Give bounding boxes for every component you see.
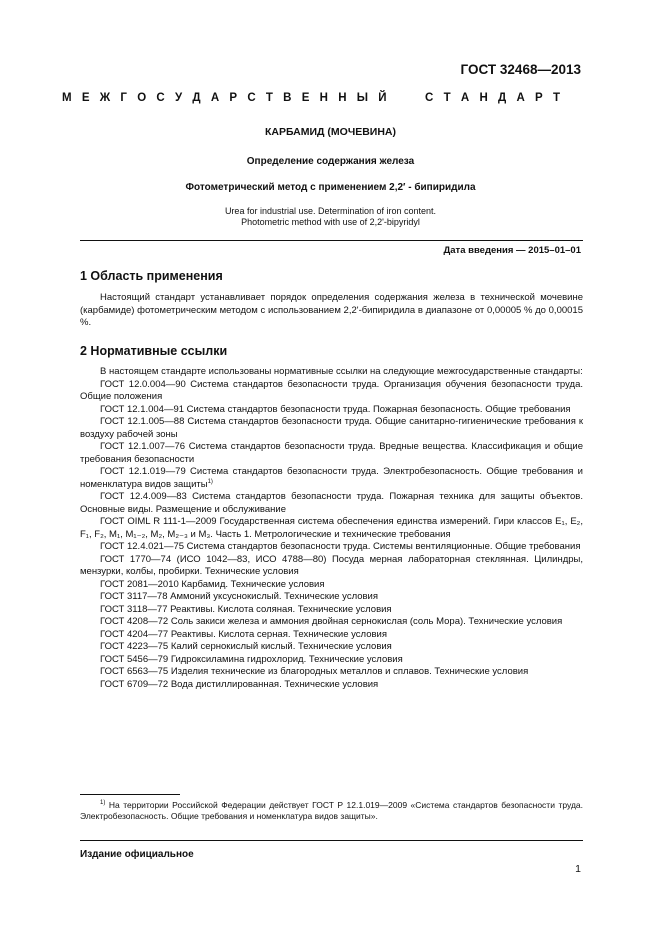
- section-references-heading: 2 Нормативные ссылки: [80, 344, 228, 358]
- banner-letter: Д: [192, 92, 201, 104]
- banner-letter: М: [62, 92, 72, 104]
- reference-item: ГОСТ 2081—2010 Карбамид. Технические условия: [100, 578, 325, 590]
- reference-item: ГОСТ 4208—72 Соль закиси железа и аммония двойная сернокислая (соль Мора). Технические условия: [100, 616, 563, 627]
- banner-letter: А: [210, 92, 220, 104]
- banner-letter: Н: [338, 92, 347, 104]
- footnote-number: 1): [100, 800, 106, 807]
- standard-banner: [62, 92, 560, 104]
- english-title-line-1: Urea for industrial use. Determination of iron content.: [224, 206, 437, 216]
- reference-item: ГОСТ 12.4.021—75 Система стандартов безопасности труда. Системы вентиляционные. Общие требования: [100, 541, 581, 552]
- footnote-text: На территории Российской Федерации действует ГОСТ Р 12.1.019—2009 «Система стандартов безопасности труда. Электробезопасность. Общие требования и номенклатура видов защиты».: [80, 800, 583, 821]
- reference-item: ГОСТ 12.1.005—88 Система стандартов безопасности труда. Общие санитарно-гигиенические требования к воздуху рабочей зоны: [80, 416, 583, 440]
- footnote-marker[interactable]: 1): [207, 478, 213, 485]
- reference-item: ГОСТ 3118—77 Реактивы. Кислота соляная. Технические условия: [100, 603, 392, 615]
- english-title-line-2: Photometric method with use of 2,2'-bipyridyl: [241, 217, 420, 227]
- document-title: КАРБАМИД (МОЧЕВИНА): [265, 126, 396, 138]
- reference-item: [80, 466, 583, 491]
- banner-letter: Ы: [356, 92, 369, 104]
- banner-letter: Д: [498, 92, 507, 104]
- footnote-divider: [80, 794, 180, 795]
- banner-letter: Е: [301, 92, 310, 104]
- banner-letter: Т: [265, 92, 273, 104]
- references-list: [80, 366, 583, 691]
- reference-item: ГОСТ 12.1.004—91 Система стандартов безопасности труда. Пожарная безопасность. Общие требования: [100, 403, 571, 415]
- banner-letter: У: [174, 92, 183, 104]
- method-title: Фотометрический метод с применением 2,2′ - бипиридила: [185, 182, 476, 193]
- banner-letter: С: [247, 92, 256, 104]
- banner-letter: Й: [378, 92, 387, 104]
- introduction-date: Дата введения — 2015–01–01: [443, 245, 581, 256]
- banner-letter: Г: [120, 92, 127, 104]
- document-subtitle: Определение содержания железа: [246, 156, 415, 167]
- banner-letter: [397, 92, 415, 104]
- banner-letter: Н: [479, 92, 488, 104]
- banner-letter: В: [283, 92, 292, 104]
- banner-letter: С: [156, 92, 165, 104]
- banner-letter: С: [425, 92, 434, 104]
- official-edition-label: Издание официальное: [80, 849, 194, 860]
- reference-item: ГОСТ 1770—74 (ИСО 1042—83, ИСО 4788—80) Посуда мерная лабораторная стеклянная. Цилиндры, мензурки, колбы, пробирки. Технические условия: [80, 553, 583, 577]
- footer-divider: [80, 840, 583, 841]
- banner-letter: Н: [319, 92, 328, 104]
- banner-letter: Е: [81, 92, 90, 104]
- section-scope-text: Настоящий стандарт устанавливает порядок определения содержания железа в технической мочевине (карбамиде) фотометрическим методом с использованием 2,2'-бипиридила в диапазоне от 0,00005 % до 0,00015 %.: [80, 292, 583, 328]
- reference-item: ГОСТ 6563—75 Изделия технические из благородных металлов и сплавов. Технические условия: [100, 666, 529, 677]
- banner-letter: Р: [535, 92, 543, 104]
- banner-letter: А: [516, 92, 525, 104]
- banner-letter: Т: [443, 92, 451, 104]
- reference-item: ГОСТ OIML R 111-1—2009 Государственная система обеспечения единства измерений. Гири классов E₁, E₂, F₁, F₂, M₁, M₁₋₂, M₂, M₂₋₃ и M₃. Часть 1. Метрологические и технические требования: [80, 516, 583, 540]
- reference-item-text: ГОСТ 12.1.019—79 Система стандартов безопасности труда. Электробезопасность. Общие требования и номенклатура видов защиты: [80, 466, 583, 490]
- reference-item: ГОСТ 4223—75 Калий сернокислый кислый. Технические условия: [100, 641, 392, 652]
- banner-letter: О: [137, 92, 147, 104]
- references-intro: В настоящем стандарте использованы нормативные ссылки на следующие межгосударственные стандарты:: [100, 366, 583, 377]
- section-scope-heading: 1 Область применения: [80, 269, 223, 283]
- footnote: [80, 800, 583, 822]
- banner-letter: Ж: [99, 92, 111, 104]
- page-number: 1: [575, 863, 581, 875]
- title-divider: [80, 240, 583, 241]
- standard-number: ГОСТ 32468—2013: [460, 62, 581, 77]
- english-title: [0, 206, 661, 228]
- banner-letter: А: [460, 92, 470, 104]
- reference-item: ГОСТ 4204—77 Реактивы. Кислота серная. Технические условия: [100, 628, 387, 640]
- reference-item: ГОСТ 12.1.007—76 Система стандартов безопасности труда. Вредные вещества. Классификация и общие требования безопасности: [80, 441, 583, 465]
- banner-letter: Т: [552, 92, 560, 104]
- reference-item: ГОСТ 12.0.004—90 Система стандартов безопасности труда. Организация обучения безопасности труда. Общие положения: [80, 378, 583, 402]
- reference-item: ГОСТ 6709—72 Вода дистиллированная. Технические условия: [100, 678, 379, 690]
- reference-item: ГОСТ 12.4.009—83 Система стандартов безопасности труда. Пожарная техника для защиты объектов. Основные виды. Размещение и обслуживание: [80, 491, 583, 515]
- banner-letter: Р: [229, 92, 238, 104]
- reference-item: ГОСТ 5456—79 Гидроксиламина гидрохлорид. Технические условия: [100, 653, 403, 665]
- reference-item: ГОСТ 3117—78 Аммоний уксуснокислый. Технические условия: [100, 591, 379, 602]
